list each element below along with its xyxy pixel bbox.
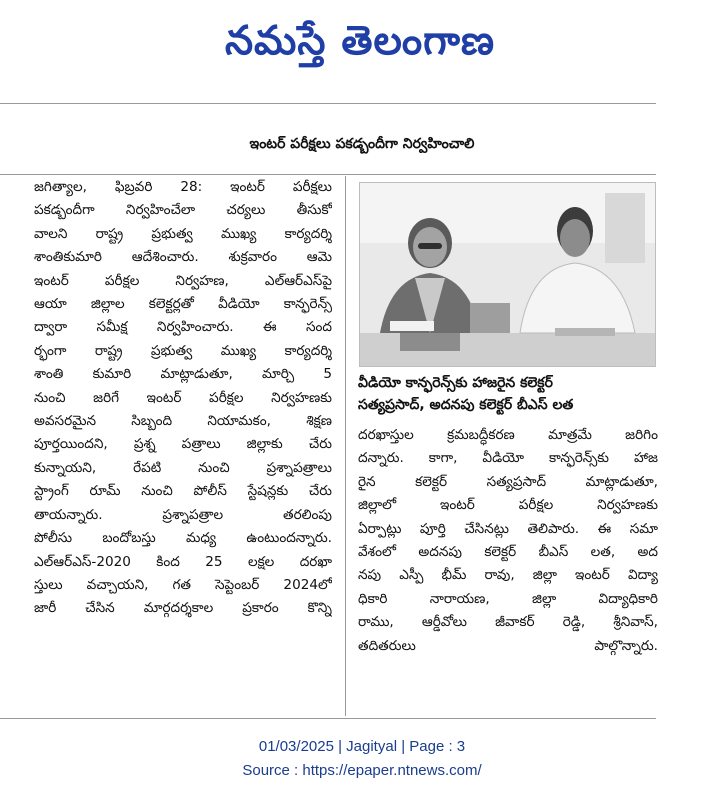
article-headline: ఇంటర్ పరీక్షలు పకడ్బందీగా నిర్వహించాలి — [249, 136, 475, 152]
body-line: అవసరమైన సిబ్బంది నియామకం, శిక్షణ — [34, 413, 332, 430]
body-line: తాయన్నారు. ప్రశ్నాపత్రాల తరలింపు — [34, 506, 332, 523]
body-line: స్ట్రాంగ్ రూమ్ నుంచి పోలీస్ స్టేషన్లకు చేరు — [34, 483, 332, 500]
body-line: ఏర్పాట్లు పూర్తి చేసినట్లు తెలిపారు. ఈ సమా — [358, 520, 658, 537]
body-line: తదితరులు పాల్గొన్నారు. — [358, 637, 658, 654]
body-line: ర్భంగా రాష్ట్ర ప్రభుత్వ ముఖ్య కార్యదర్శి — [34, 342, 332, 359]
body-line: నపు ఎస్పీ భీమ్ రావు, జిల్లా ఇంటర్ విద్యా — [358, 567, 658, 584]
body-line: దన్నారు. కాగా, వీడియో కాన్ఫరెన్స్‌కు హాజ — [358, 450, 658, 467]
body-line: వేశంలో అదనపు కలెక్టర్ బీఎస్ లత, అద — [358, 544, 658, 561]
body-line: ఆయా జిల్లాల కలెక్టర్లతో వీడియో కాన్ఫరెన్స్ — [34, 296, 332, 313]
masthead-rule — [0, 103, 656, 104]
article-body-right — [358, 424, 658, 658]
body-line: పూర్తయిందని, ప్రశ్న పత్రాలు జిల్లాకు చేరు — [34, 436, 332, 453]
footer-source-line: Source : https://epaper.ntnews.com/ — [242, 762, 482, 779]
body-line: ఇంటర్ పరీక్షల నిర్వహణ, ఎల్ఆర్ఎస్‌పై — [34, 272, 332, 289]
article-body-left — [34, 176, 332, 621]
body-line: రైన కలెక్టర్ సత్యప్రసాద్ మాట్లాడుతూ, — [358, 473, 658, 490]
headline-rule — [0, 174, 656, 175]
body-line: శాంతికుమారి ఆదేశించారు. శుక్రవారం ఆమె — [34, 249, 332, 266]
body-line: ఎల్ఆర్ఎస్-2020 కింద 25 లక్షల దరఖా — [34, 553, 332, 570]
photo-officials-illustration — [360, 183, 655, 366]
column-divider — [345, 176, 346, 716]
body-line: జారీ చేసిన మార్గదర్శకాల ప్రకారం కొన్ని — [34, 600, 332, 617]
newspaper-logo: నమస్తే తెలంగాణ — [224, 18, 496, 64]
article-photo — [359, 182, 656, 367]
caption-line: వీడియో కాన్ఫరెన్స్‌కు హాజరైన కలెక్టర్ — [358, 375, 553, 391]
photo-caption — [358, 372, 658, 416]
body-line: కున్నాయని, రేపటి నుంచి ప్రశ్నాపత్రాలు — [34, 459, 332, 476]
body-line: శాంతి కుమారి మాట్లాడుతూ, మార్చి 5 — [34, 366, 332, 383]
body-line: రాము, ఆర్డీవోలు జీవాకర్ రెడ్డి, శ్రీనివాస్, — [358, 614, 658, 631]
body-line: నుంచి జరిగే ఇంటర్ పరీక్షల నిర్వహణకు — [34, 389, 332, 406]
footer-date-line: 01/03/2025 | Jagityal | Page : 3 — [258, 738, 466, 755]
body-line: స్తులు వచ్చాయని, గత సెప్టెంబర్ 2024లో — [34, 576, 332, 593]
body-line: జగిత్యాల, ఫిబ్రవరి 28: ఇంటర్ పరీక్షలు — [34, 179, 332, 195]
body-line: పకడ్బందీగా నిర్వహించేలా చర్యలు తీసుకో — [34, 202, 332, 219]
body-line: ధికారి నారాయణ, జిల్లా విద్యాధికారి — [358, 590, 658, 607]
body-line: దరఖాస్తుల క్రమబద్ధీకరణ మాత్రమే జరిగిం — [358, 427, 658, 443]
body-line: వాలని రాష్ట్ర ప్రభుత్వ ముఖ్య కార్యదర్శి — [34, 225, 332, 242]
masthead — [0, 0, 724, 100]
footer-rule — [0, 718, 656, 719]
body-line: పోలీసు బందోబస్తు మధ్య ఉంటుందన్నారు. — [34, 530, 332, 547]
body-line: జిల్లాలో ఇంటర్ పరీక్షల నిర్వహణకు — [358, 497, 658, 514]
body-line: ద్వారా సమీక్ష నిర్వహించారు. ఈ సంద — [34, 319, 332, 336]
caption-line: సత్యప్రసాద్, అదనపు కలెక్టర్ బీఎస్ లత — [358, 397, 574, 413]
